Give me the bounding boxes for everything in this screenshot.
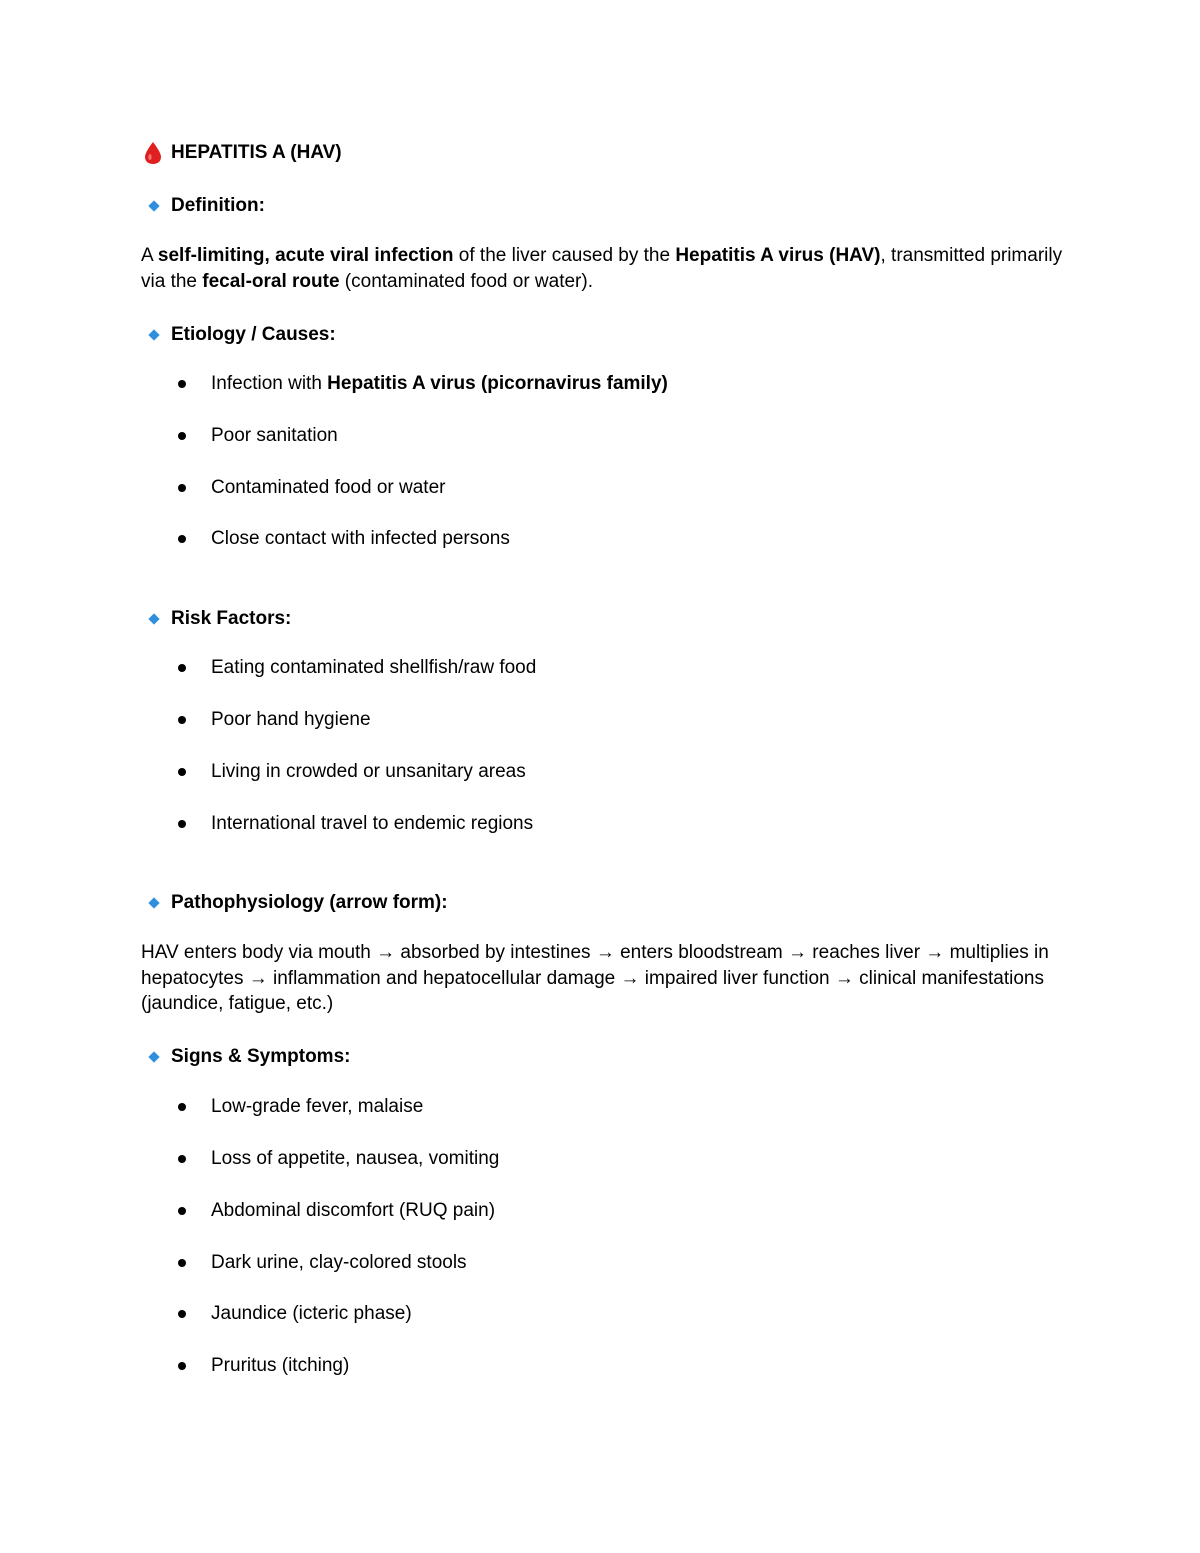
- definition-bold-2: Hepatitis A virus (HAV): [675, 245, 881, 266]
- pathophysiology-paragraph: HAV enters body via mouth → absorbed by intestines → enters bloodstream → reaches liver → multiplies in hepatocytes → inflammation and hepatocellular damage → impaired liver function → clinical manifestations (jaundice, fatigue, etc.): [141, 942, 1049, 1014]
- list-item-text: Contaminated food or water: [211, 477, 446, 498]
- small-blue-diamond-icon: [148, 897, 159, 908]
- bullet-dot-icon: [178, 1362, 186, 1370]
- bullet-dot-icon: [178, 1310, 186, 1318]
- list-item: [176, 1302, 412, 1326]
- bullet-dot-icon: [178, 664, 186, 672]
- definition-text-3: , transmitted primarily via the: [141, 245, 1063, 292]
- bullet-dot-icon: [178, 535, 186, 543]
- definition-heading: [143, 194, 265, 218]
- list-item: [176, 1147, 499, 1171]
- document-title: [143, 141, 342, 165]
- list-item: [176, 1095, 423, 1119]
- bullet-dot-icon: [178, 484, 186, 492]
- pathophysiology-heading-text: Pathophysiology (arrow form):: [171, 892, 448, 913]
- list-item: [176, 424, 338, 448]
- etiology-heading-text: Etiology / Causes:: [171, 324, 336, 345]
- list-item: [176, 760, 526, 784]
- list-item-text: Dark urine, clay-colored stools: [211, 1252, 467, 1273]
- list-item-text: Eating contaminated shellfish/raw food: [211, 657, 537, 678]
- list-item-text: [211, 372, 668, 396]
- list-item-text: Poor sanitation: [211, 425, 338, 446]
- list-item-text: International travel to endemic regions: [211, 813, 534, 834]
- pathophysiology-heading: [143, 891, 448, 915]
- blood-drop-icon: [143, 141, 163, 165]
- small-blue-diamond-icon: [148, 613, 159, 624]
- list-item: [176, 476, 445, 500]
- list-item: [176, 372, 668, 396]
- definition-text-1: A: [141, 245, 158, 266]
- list-item: [176, 1251, 467, 1275]
- list-item-prefix: Infection with: [211, 373, 328, 394]
- definition-text-4: (contaminated food or water).: [339, 270, 593, 292]
- bullet-dot-icon: [178, 1155, 186, 1163]
- small-blue-diamond-icon: [148, 329, 159, 340]
- risk-factors-heading: [143, 607, 291, 631]
- list-item-text: Low-grade fever, malaise: [211, 1096, 424, 1117]
- list-item-text: Loss of appetite, nausea, vomiting: [211, 1148, 500, 1169]
- list-item: [176, 527, 510, 551]
- definition-bold-1: self-limiting, acute viral infection: [157, 245, 454, 266]
- list-item: [176, 656, 536, 680]
- list-item-text: Jaundice (icteric phase): [211, 1303, 412, 1324]
- bullet-dot-icon: [178, 768, 186, 776]
- signs-symptoms-heading-text: Signs & Symptoms:: [171, 1046, 351, 1067]
- list-item-bold: Hepatitis A virus (picornavirus family): [327, 373, 668, 394]
- small-blue-diamond-icon: [148, 1051, 159, 1062]
- list-item-text: Abdominal discomfort (RUQ pain): [211, 1200, 496, 1221]
- definition-paragraph: [141, 243, 1071, 294]
- list-item-text: Poor hand hygiene: [211, 709, 371, 730]
- list-item: [176, 708, 371, 732]
- list-item: [176, 1199, 495, 1223]
- signs-symptoms-heading: [143, 1045, 350, 1069]
- etiology-heading: [143, 323, 336, 347]
- risk-factors-heading-text: Risk Factors:: [171, 608, 292, 629]
- bullet-dot-icon: [178, 1103, 186, 1111]
- list-item-text: Pruritus (itching): [211, 1355, 350, 1376]
- list-item: [176, 812, 533, 836]
- bullet-dot-icon: [178, 820, 186, 828]
- definition-heading-text: Definition:: [171, 195, 265, 216]
- list-item-text: Close contact with infected persons: [211, 528, 510, 549]
- bullet-dot-icon: [178, 1259, 186, 1267]
- small-blue-diamond-icon: [148, 200, 159, 211]
- bullet-dot-icon: [178, 1207, 186, 1215]
- bullet-dot-icon: [178, 432, 186, 440]
- list-item: [176, 1354, 349, 1378]
- definition-bold-3: fecal-oral route: [202, 270, 340, 292]
- title-text: HEPATITIS A (HAV): [171, 142, 342, 163]
- definition-text-2: of the liver caused by the: [453, 245, 676, 266]
- list-item-text: Living in crowded or unsanitary areas: [211, 761, 526, 782]
- bullet-dot-icon: [178, 716, 186, 724]
- bullet-dot-icon: [178, 380, 186, 388]
